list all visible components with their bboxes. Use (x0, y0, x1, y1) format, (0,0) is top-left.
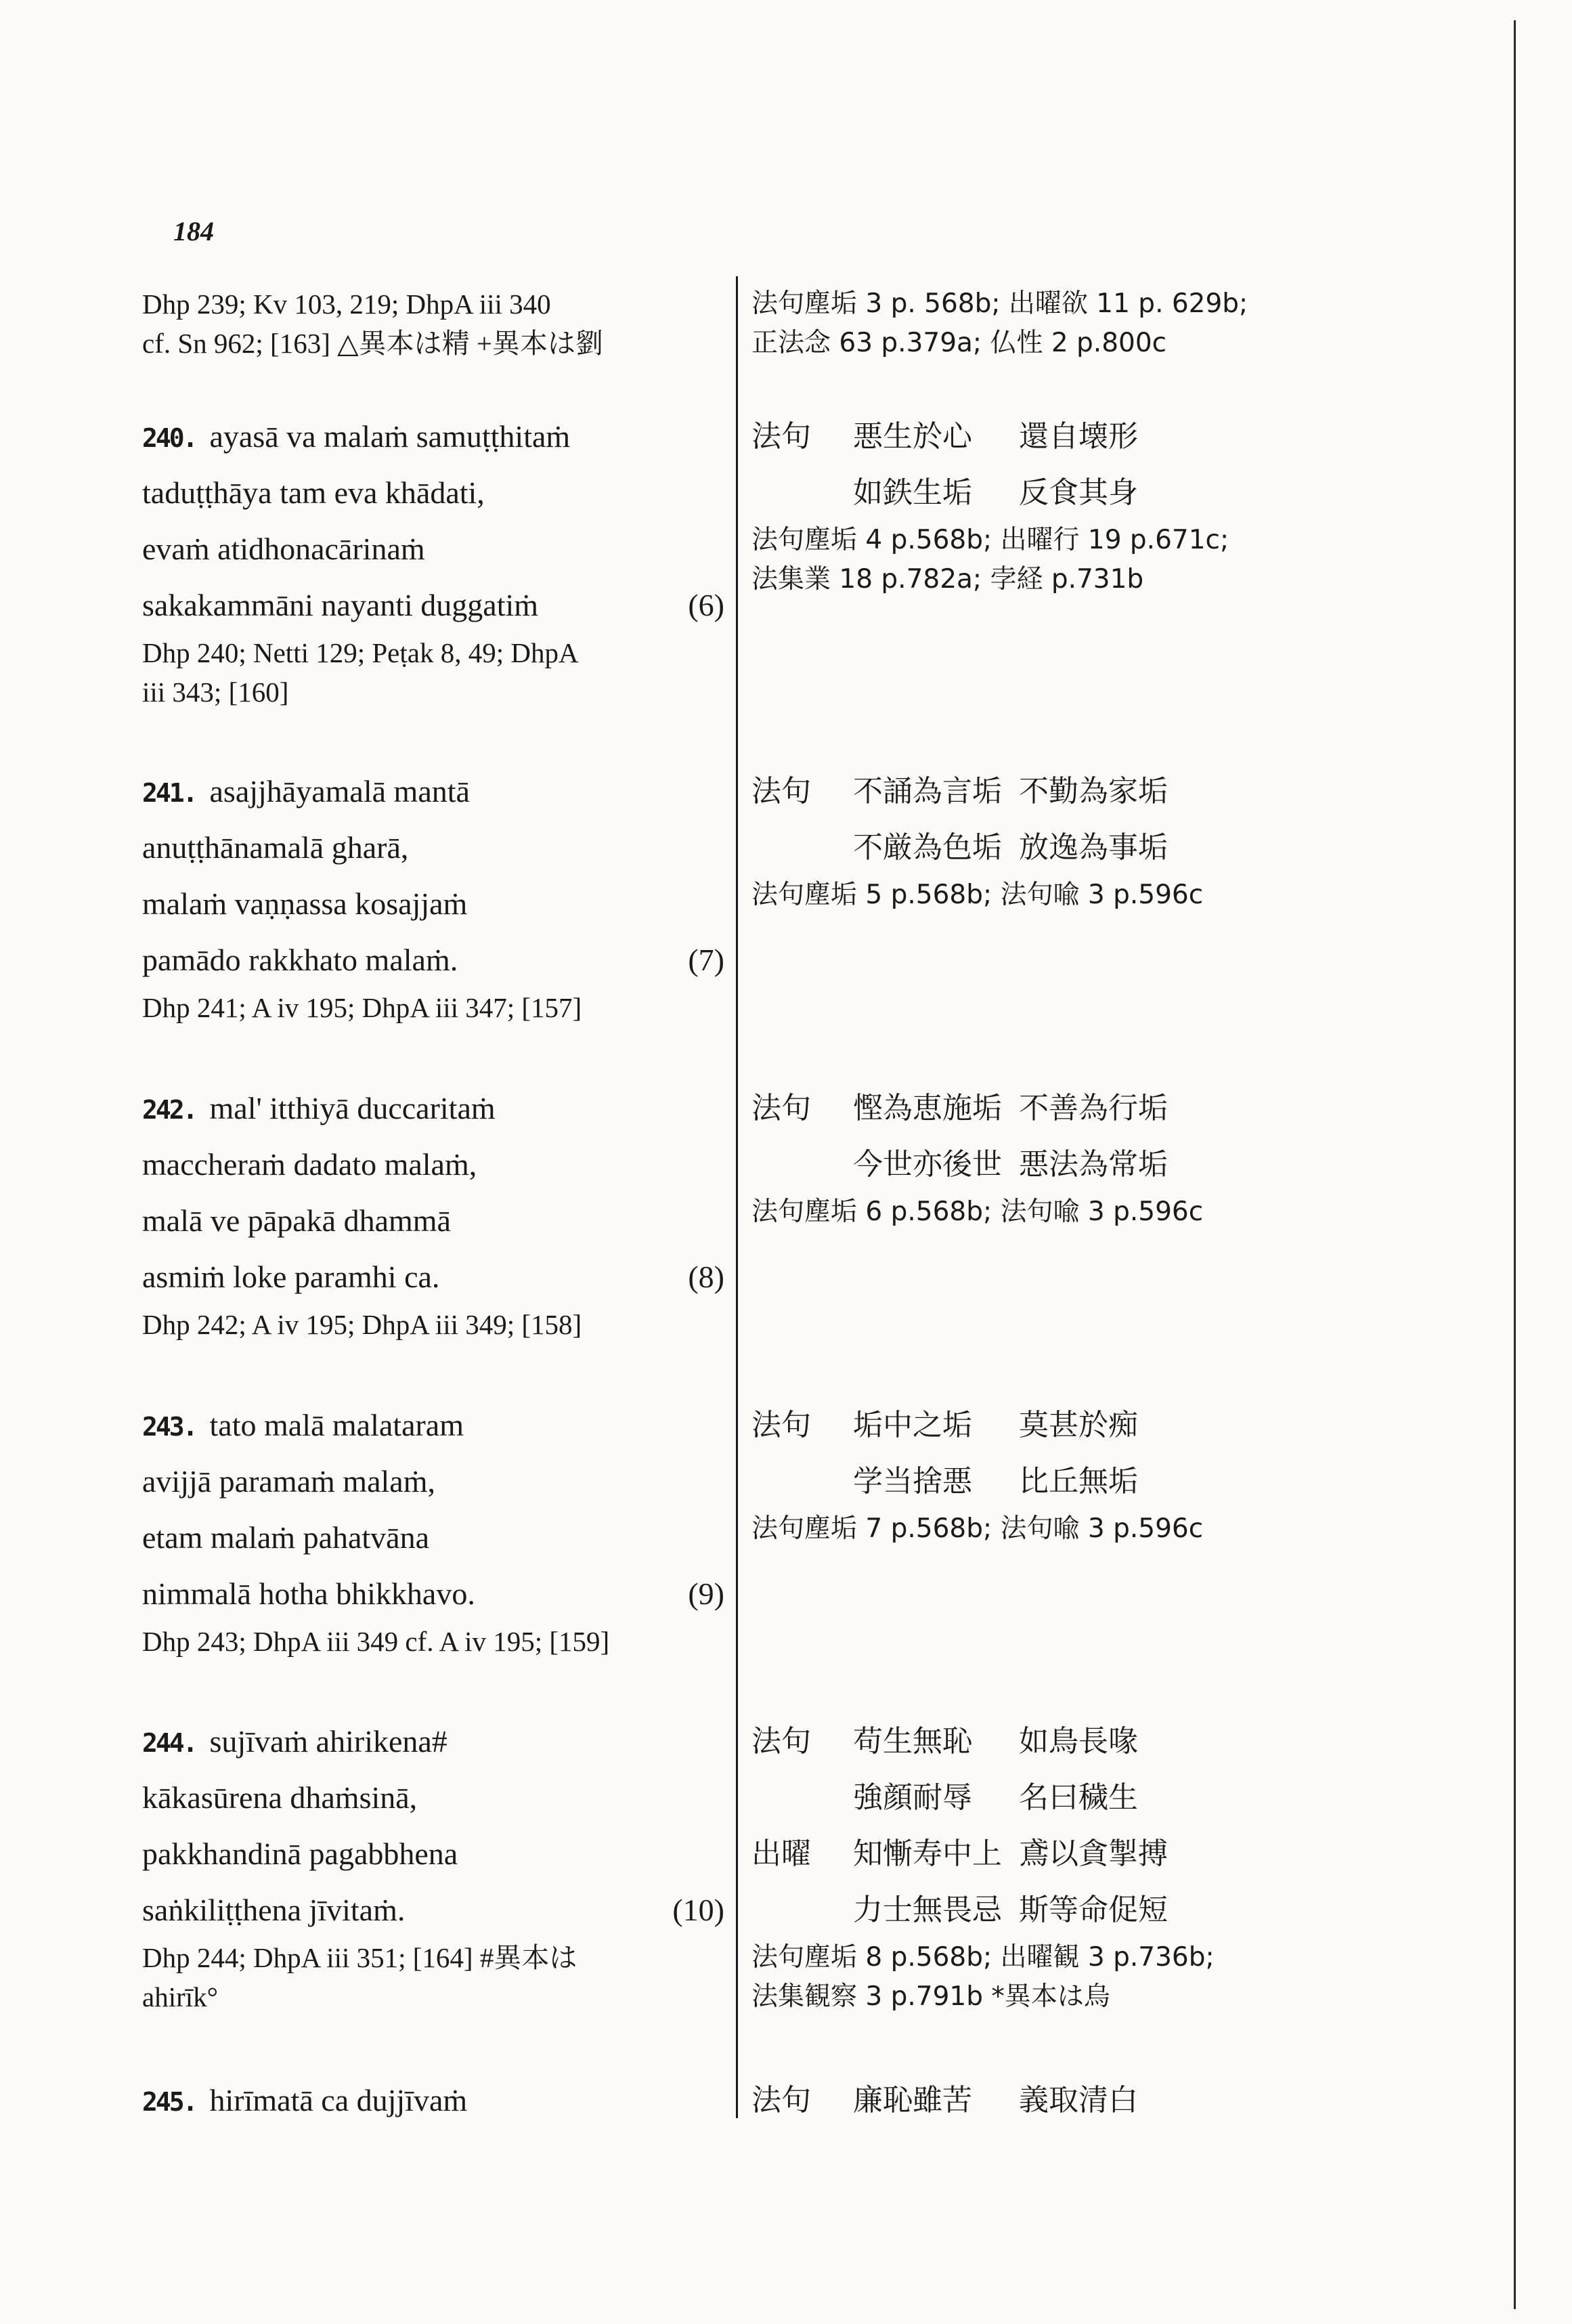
ref-line: 法句塵垢 4 p.568b; 出曜行 19 p.671c; (751, 525, 1229, 555)
verse-line: malā ve pāpakā dhammā (142, 1203, 451, 1238)
chinese-line: 今世亦後世 悪法為常垢 (853, 1147, 1168, 1182)
verse-line: 240. ayasā va malaṁ samuṭṭhitaṁ (142, 419, 571, 454)
chinese-line: 法句 慳為恵施垢 不善為行垢 (751, 1091, 1168, 1125)
verse-line: anuṭṭhānamalā gharā, (142, 830, 409, 865)
verse-240-chinese (751, 408, 1347, 599)
verse-line: kākasūrena dhaṁsinā, (142, 1780, 418, 1815)
page-number: 184 (173, 216, 214, 246)
verse-number: 242. (142, 1095, 196, 1125)
verse-line: evaṁ atidhonacārinaṁ (142, 532, 425, 566)
gatha-index: (9) (688, 1576, 724, 1611)
chinese-line: 法句 垢中之垢 莫甚於痴 (751, 1408, 1138, 1442)
verse-244-chinese (751, 1713, 1347, 2017)
page-edge-line (1514, 20, 1516, 2309)
verse-line: maccheraṁ dadato malaṁ, (142, 1147, 477, 1182)
chinese-line: 不厳為色垢 放逸為事垢 (853, 830, 1168, 865)
verse-242-pali (142, 1080, 724, 1344)
verse-243-chinese (751, 1397, 1347, 1549)
verse-line: sakakammāni nayanti duggatiṁ (6) (142, 577, 724, 633)
verse-241-chinese (751, 763, 1347, 915)
verse-241-pali (142, 763, 724, 1027)
ref-line: ahirīk° (142, 1981, 219, 2013)
verse-245-chinese (751, 2072, 1347, 2128)
ref-line: cf. Sn 962; [163] △異本は精 +異本は劉 (142, 328, 604, 359)
ref-line: Dhp 244; DhpA iii 351; [164] #異本は (142, 1942, 577, 1973)
verse-242-chinese (751, 1080, 1347, 1232)
ref-line: iii 343; [160] (142, 676, 289, 708)
verse-line: asmiṁ loke paramhi ca. (8) (142, 1249, 724, 1305)
chinese-line: 法句 悪生於心 還自壊形 (751, 419, 1138, 454)
verse-number: 244. (142, 1728, 196, 1758)
chinese-line: 如鉄生垢 反食其身 (853, 475, 1138, 510)
verse-number: 240. (142, 423, 196, 453)
verse-line: avijjā paramaṁ malaṁ, (142, 1464, 435, 1499)
column-divider (736, 276, 738, 2118)
ref-line: Dhp 241; A iv 195; DhpA iii 347; [157] (142, 992, 582, 1023)
ref-line: 法句塵垢 7 p.568b; 法句喩 3 p.596c (751, 1513, 1204, 1544)
ref-line: Dhp 239; Kv 103, 219; DhpA iii 340 (142, 288, 551, 320)
chinese-line: 出曜 知慚寿中上 鳶以貪掣搏 (751, 1836, 1168, 1871)
ref-line: 法句塵垢 6 p.568b; 法句喩 3 p.596c (751, 1197, 1204, 1227)
verse-number: 243. (142, 1412, 196, 1442)
verse-244-pali (142, 1713, 724, 2017)
verse-line: pakkhandinā pagabbhena (142, 1836, 458, 1871)
gatha-index: (6) (688, 588, 724, 622)
ref-line: 法集観察 3 p.791b *異本は烏 (751, 1981, 1110, 2012)
ref-line: Dhp 242; A iv 195; DhpA iii 349; [158] (142, 1309, 582, 1340)
gatha-index: (10) (672, 1893, 724, 1927)
verse-number: 241. (142, 778, 196, 808)
ref-line: Dhp 243; DhpA iii 349 cf. A iv 195; [159] (142, 1626, 610, 1657)
chinese-line: 力士無畏忌 斯等命促短 (853, 1893, 1168, 1927)
chinese-line: 法句 不誦為言垢 不勤為家垢 (751, 774, 1168, 809)
verse-line: 243. tato malā malataram (142, 1408, 464, 1442)
prev-refs-left (142, 284, 724, 363)
ref-line: 法句塵垢 8 p.568b; 出曜観 3 p.736b; (751, 1942, 1215, 1973)
chinese-line: 強顔耐辱 名曰穢生 (853, 1780, 1138, 1815)
prev-refs-right (751, 284, 1347, 363)
verse-line: etam malaṁ pahatvāna (142, 1520, 430, 1555)
verse-line: 245. hirīmatā ca dujjīvaṁ (142, 2083, 468, 2117)
gatha-index: (8) (688, 1260, 724, 1294)
verse-number: 245. (142, 2087, 196, 2117)
verse-line: 242. mal' itthiyā duccaritaṁ (142, 1091, 496, 1125)
ref-line: Dhp 240; Netti 129; Peṭak 8, 49; DhpA (142, 637, 579, 668)
ref-line: 法集業 18 p.782a; 孛経 p.731b (751, 564, 1144, 595)
chinese-line: 学当捨悪 比丘無垢 (853, 1464, 1138, 1499)
gatha-index: (7) (688, 943, 724, 977)
chinese-line: 法句 廉恥雖苦 義取清白 (751, 2083, 1138, 2117)
chinese-line: 法句 苟生無恥 如鳥長喙 (751, 1724, 1138, 1759)
verse-line: taduṭṭhāya tam eva khādati, (142, 475, 485, 510)
verse-245-pali (142, 2072, 724, 2128)
ref-line: 正法念 63 p.379a; 仏性 2 p.800c (751, 328, 1167, 358)
verse-line: saṅkiliṭṭhena jīvitaṁ. (10) (142, 1882, 724, 1938)
ref-line: 法句塵垢 3 p. 568b; 出曜欲 11 p. 629b; (751, 288, 1248, 319)
verse-line: 241. asajjhāyamalā mantā (142, 774, 470, 809)
verse-line: pamādo rakkhato malaṁ. (7) (142, 932, 724, 988)
verse-line: nimmalā hotha bhikkhavo. (9) (142, 1566, 724, 1622)
verse-240-pali (142, 408, 724, 712)
ref-line: 法句塵垢 5 p.568b; 法句喩 3 p.596c (751, 880, 1204, 910)
verse-243-pali (142, 1397, 724, 1661)
verse-line: malaṁ vaṇṇassa kosajjaṁ (142, 886, 468, 921)
verse-line: 244. sujīvaṁ ahirikena# (142, 1724, 447, 1759)
